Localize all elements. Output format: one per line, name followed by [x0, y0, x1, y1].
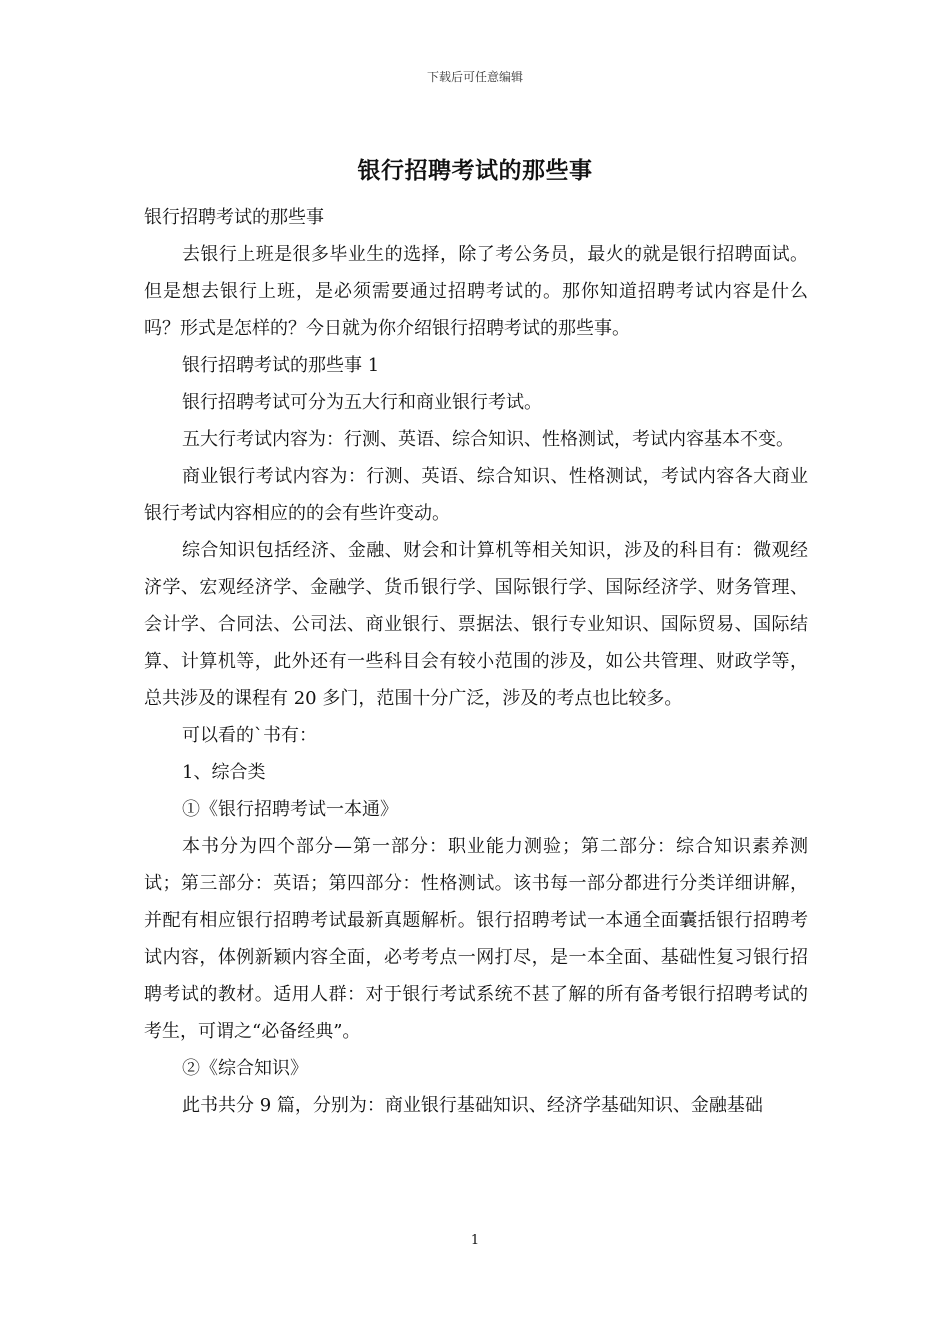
paragraph: 本书分为四个部分—第一部分：职业能力测验；第二部分：综合知识素养测试；第三部分：英语；第四部分：性格测试。该书每一部分都进行分类详细讲解，并配有相应银行招聘考试最新真题解析。银行招聘考试一本通全面囊括银行招聘考试内容，体例新颖内容全面，必考考点一网打尽，是一本全面、基础性复习银行招聘考试的教材。适用人群：对于银行考试系统不甚了解的所有备考银行招聘考试的考生，可谓之“必备经典”。: [144, 836, 808, 1042]
paragraph: 综合知识包括经济、金融、财会和计算机等相关知识，涉及的科目有：微观经济学、宏观经济学、金融学、货币银行学、国际银行学、国际经济学、财务管理、会计学、合同法、公司法、商业银行、票据法、银行专业知识、国际贸易、国际结算、计算机等，此外还有一些科目会有较小范围的涉及，如公共管理、财政学等，总共涉及的课程有 20 多门，范围十分广泛，涉及的考点也比较多。: [144, 540, 808, 709]
header-note: 下载后可任意编辑: [426, 70, 523, 84]
document-body: [144, 199, 808, 1124]
paragraph: 此书共分 9 篇，分别为：商业银行基础知识、经济学基础知识、金融基础: [182, 1095, 763, 1116]
paragraph: 可以看的`书有：: [182, 725, 317, 746]
list-heading: 1、综合类: [182, 762, 266, 783]
book-title: ②《综合知识》: [182, 1058, 308, 1079]
paragraph: 银行招聘考试的那些事: [144, 207, 324, 228]
paragraph: 五大行考试内容为：行测、英语、综合知识、性格测试，考试内容基本不变。: [182, 429, 794, 450]
paragraph: 去银行上班是很多毕业生的选择，除了考公务员，最火的就是银行招聘面试。但是想去银行上班，是必须需要通过招聘考试的。那你知道招聘考试内容是什么吗？形式是怎样的？今日就为你介绍银行招聘考试的那些事。: [144, 244, 808, 339]
book-title: ①《银行招聘考试一本通》: [182, 799, 398, 820]
page-number: 1: [470, 1233, 480, 1248]
document-title: 银行招聘考试的那些事: [357, 157, 593, 184]
paragraph: 银行招聘考试可分为五大行和商业银行考试。: [182, 392, 542, 413]
section-heading: 银行招聘考试的那些事 1: [182, 355, 380, 376]
paragraph: 商业银行考试内容为：行测、英语、综合知识、性格测试，考试内容各大商业银行考试内容相应的的会有些许变动。: [144, 466, 808, 524]
